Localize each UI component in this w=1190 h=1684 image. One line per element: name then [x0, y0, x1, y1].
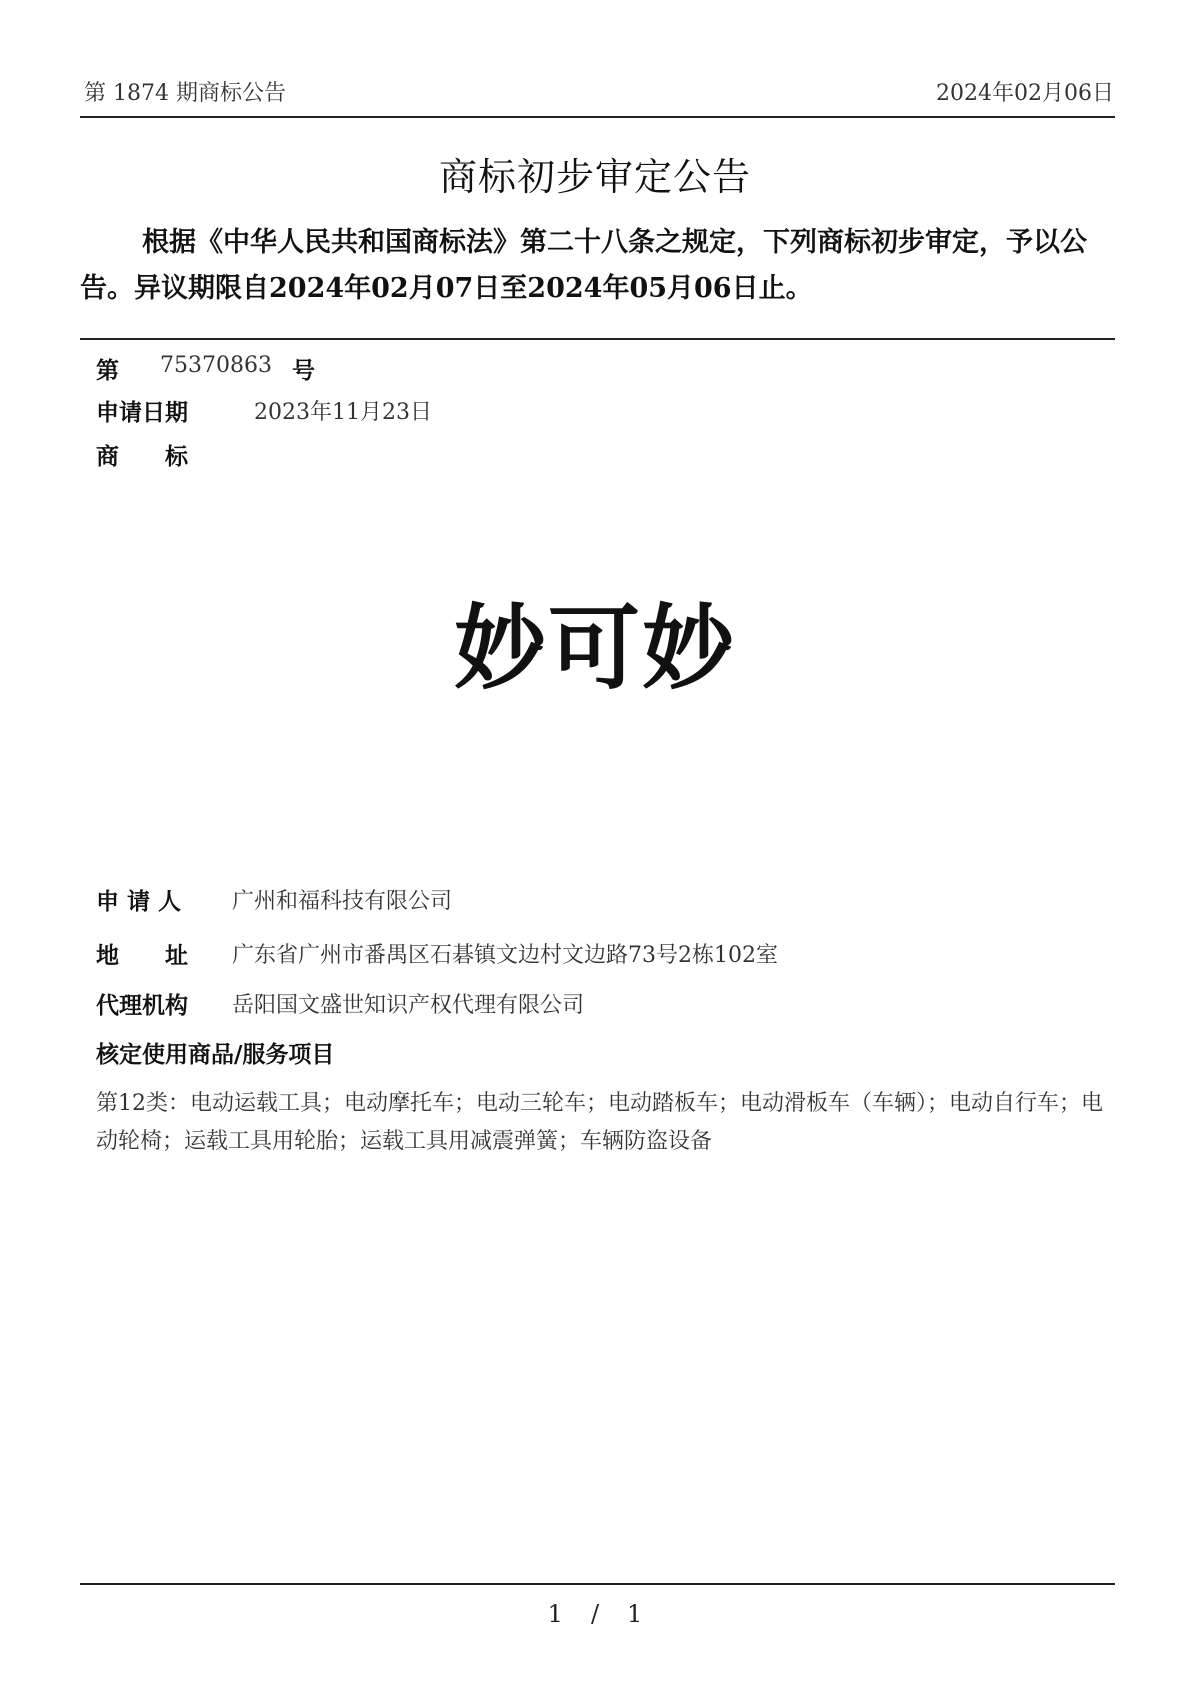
- trademark-text: 妙可妙: [453, 595, 736, 702]
- registration-number-prefix: 第: [96, 357, 119, 384]
- publication-date: 2024年02月06日: [936, 81, 1114, 106]
- page-separator: /: [590, 1600, 600, 1628]
- agency-label: 代理机构: [96, 992, 188, 1019]
- registration-number-suffix: 号: [292, 357, 315, 384]
- address-label: 地 址: [96, 942, 188, 969]
- trademark-label: 商 标: [96, 443, 188, 470]
- intro-paragraph: 根据《中华人民共和国商标法》第二十八条之规定，下列商标初步审定，予以公告。异议期限自2024年02月07日至2024年05月06日止。: [80, 227, 1087, 304]
- footer-rule: [80, 1583, 1115, 1585]
- agency-name: 岳阳国文盛世知识产权代理有限公司: [232, 993, 585, 1018]
- page-title: 商标初步审定公告: [438, 155, 751, 199]
- applicant-label: 申 请 人: [96, 888, 182, 915]
- issue-number: 第 1874 期商标公告: [84, 81, 286, 106]
- registration-number: 75370863: [160, 353, 272, 378]
- page-current: 1: [547, 1600, 563, 1628]
- applicant-name: 广州和福科技有限公司: [232, 889, 453, 914]
- header-rule: [80, 116, 1115, 118]
- goods-services-list: 第12类：电动运载工具；电动摩托车；电动三轮车；电动踏板车；电动滑板车（车辆）；电动自行车；电动轮椅；运载工具用轮胎；运载工具用减震弹簧；车辆防盗设备: [96, 1091, 1103, 1154]
- applicant-address: 广东省广州市番禺区石碁镇文边村文边路73号2栋102室: [232, 943, 778, 968]
- page-number: [0, 1600, 1190, 1628]
- application-date-label: 申请日期: [96, 399, 188, 426]
- page-total: 1: [627, 1600, 643, 1628]
- application-date: 2023年11月23日: [254, 400, 432, 425]
- goods-services-label: 核定使用商品/服务项目: [96, 1041, 335, 1068]
- section-rule: [80, 338, 1115, 340]
